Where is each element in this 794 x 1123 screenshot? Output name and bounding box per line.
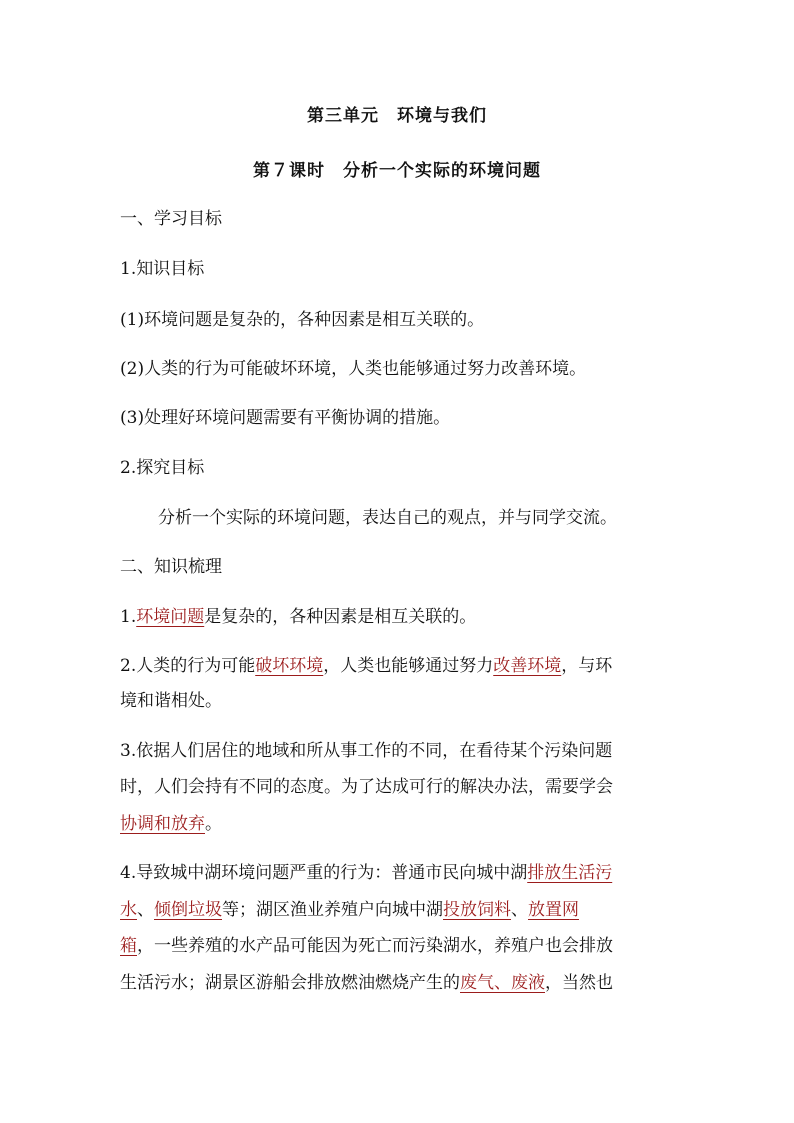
text-segment: 、 — [137, 900, 154, 920]
review-item-3-answer-line — [120, 812, 680, 836]
answer-blank: 箱 — [120, 936, 137, 956]
objective-item-3: (3)处理好环境问题需要有平衡协调的措施。 — [120, 408, 451, 428]
answer-blank: 放置网 — [528, 900, 579, 920]
text-segment: 生活污水；湖景区游船会排放燃油燃烧产生的 — [120, 973, 460, 993]
answer-blank: 倾倒垃圾 — [154, 900, 222, 920]
text-segment: ，人类也能够通过努力 — [323, 656, 494, 676]
answer-blank: 破坏环境 — [255, 656, 324, 676]
answer-blank: 投放饲料 — [443, 900, 511, 920]
text-segment: ，与环 — [561, 656, 613, 676]
text-segment: 是复杂的，各种因素是相互关联的。 — [204, 607, 477, 627]
section-heading-objectives: 一、学习目标 — [120, 209, 222, 229]
review-item-4 — [120, 861, 680, 885]
text-segment: ，当然也 — [545, 973, 613, 993]
text-segment: 1. — [120, 607, 137, 627]
answer-blank: 协调和放弃 — [120, 814, 205, 834]
inquiry-objectives-heading: 2.探究目标 — [120, 458, 205, 478]
review-item-3-continued: 时，人们会持有不同的态度。为了达成可行的解决办法，需要学会 — [120, 777, 613, 797]
review-item-4-line-3 — [120, 934, 680, 958]
text-segment: ，一些养殖的水产品可能因为死亡而污染湖水，养殖户也会排放 — [137, 936, 613, 956]
answer-blank: 改善环境 — [493, 656, 562, 676]
lesson-title: 第７课时 分析一个实际的环境问题 — [253, 161, 541, 181]
review-item-4-line-2 — [120, 898, 680, 922]
review-item-1 — [120, 605, 680, 629]
text-segment: 2.人类的行为可能 — [120, 656, 256, 676]
text-segment: 4.导致城中湖环境问题严重的行为：普通市民向城中湖 — [120, 863, 528, 883]
section-heading-review: 二、知识梳理 — [120, 557, 222, 577]
objective-item-2: (2)人类的行为可能破坏环境，人类也能够通过努力改善环境。 — [120, 359, 587, 379]
answer-blank: 废气、废液 — [460, 973, 545, 993]
review-item-3: 3.依据人们居住的地域和所从事工作的不同，在看待某个污染问题 — [120, 741, 613, 761]
text-segment: 、 — [511, 900, 528, 920]
knowledge-objectives-heading: 1.知识目标 — [120, 259, 205, 279]
inquiry-objective-text: 分析一个实际的环境问题，表达自己的观点，并与同学交流。 — [158, 508, 617, 528]
text-segment: 。 — [205, 814, 222, 834]
unit-title: 第三单元 环境与我们 — [307, 106, 487, 126]
answer-blank: 环境问题 — [136, 607, 205, 627]
objective-item-1: (1)环境问题是复杂的，各种因素是相互关联的。 — [120, 310, 485, 330]
review-item-4-line-4 — [120, 971, 680, 995]
answer-blank: 排放生活污 — [527, 863, 613, 883]
text-segment: 等；湖区渔业养殖户向城中湖 — [222, 900, 443, 920]
answer-blank: 水 — [120, 900, 137, 920]
review-item-2 — [120, 654, 680, 678]
review-item-2-continued: 境和谐相处。 — [120, 691, 222, 711]
